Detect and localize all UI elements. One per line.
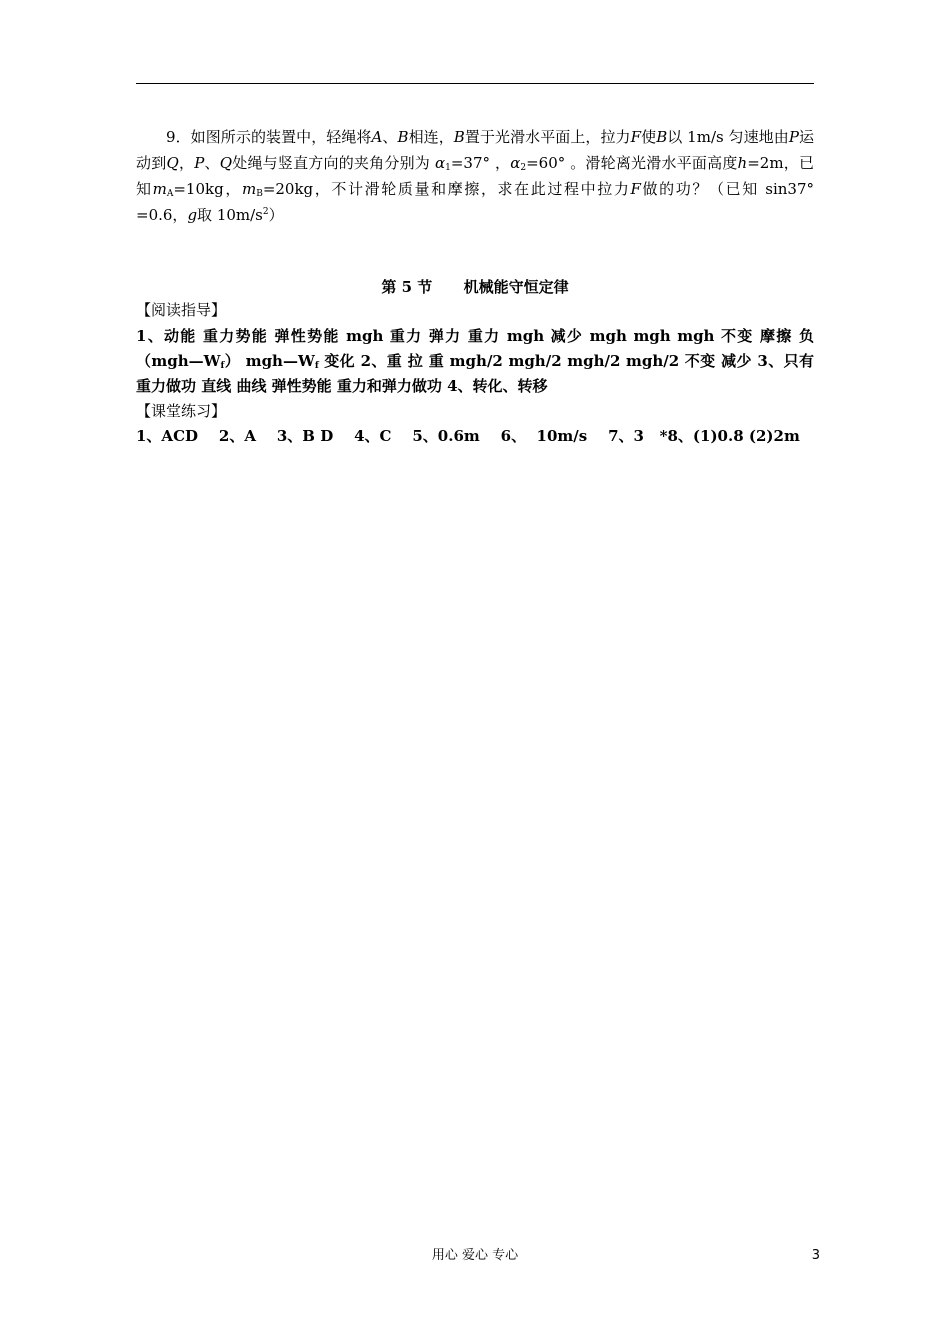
classroom-practice-answers: 1、ACD 2、A 3、B D 4、C 5、0.6m 6、 10m/s 7、3 *8、(1)0.8 (2)2m [136,427,800,445]
problem-9: 9．如图所示的装置中，轻绳将A、B相连，B置于光滑水平面上，拉力F使B以 1m/s 匀速地由P运动到Q，P、Q处绳与竖直方向的夹角分别为 $\alpha_1=37^\circ$ ，$\alpha_2=60^\circ$ 。滑轮离光滑水平面高度h=2m，已知$m_A=10kg$，$m_B=20kg$，不计滑轮质量和摩擦，求在此过程中拉力F做的功？（已知 sin37° =0.6，g取 $10m/s^2$） [136,128,814,224]
footer-motto: 用心 爱心 专心 [431,1248,519,1263]
reading-guide-label: 【阅读指导】 [136,301,227,319]
classroom-practice-label: 【课堂练习】 [136,402,227,420]
header-rule [136,83,814,84]
page-number: 3 [811,1248,820,1263]
section-title: 第 5 节 机械能守恒定律 [381,278,569,296]
reading-guide-answers: 1、动能 重力势能 弹性势能 mgh 重力 弹力 重力 mgh 减少 mgh mgh mgh 不变 摩擦 负 $(mgh—W_f)$ $mgh—W_f$ 变化 2、重 拉 重 mgh/2 mgh/2 mgh/2 mgh/2 不变 减少 3、只有重力做功 直线 曲线 弹性势能 重力和弹力做功 4、转化、转移 [136,327,814,395]
